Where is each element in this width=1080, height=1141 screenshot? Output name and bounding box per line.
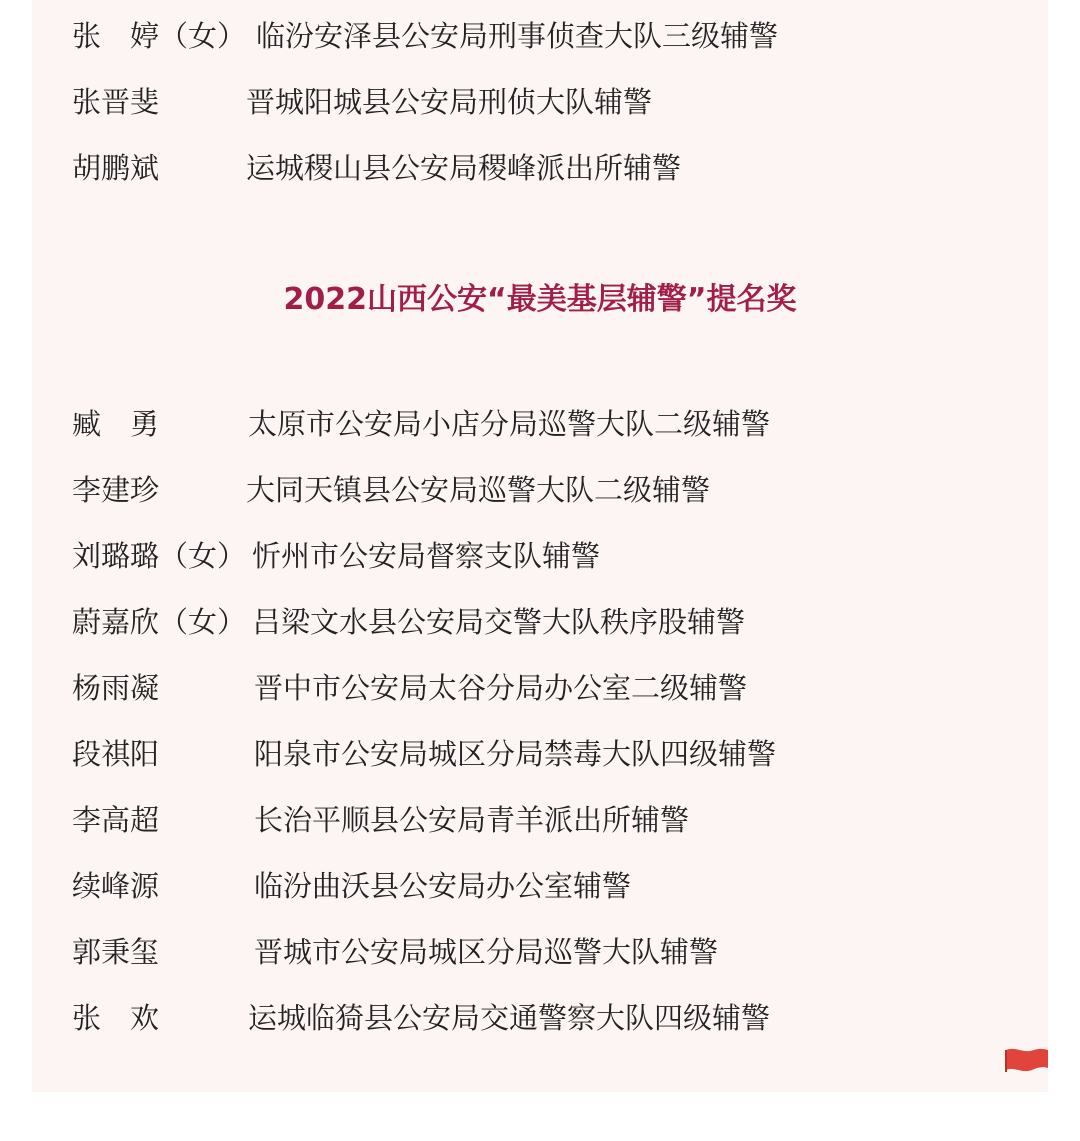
person-name: 刘璐璐（女）: [72, 539, 247, 573]
person-unit: 吕梁文水县公安局交警大队秩序股辅警: [252, 605, 746, 639]
person-name: 李建珍: [72, 473, 160, 507]
person-unit: 长治平顺县公安局青羊派出所辅警: [254, 803, 690, 837]
person-unit: 临汾安泽县公安局刑事侦查大队三级辅警: [256, 19, 779, 53]
person-unit: 晋城市公安局城区分局巡警大队辅警: [254, 935, 719, 969]
person-name: 段祺阳: [72, 737, 160, 771]
person-unit: 阳泉市公安局城区分局禁毒大队四级辅警: [254, 737, 777, 771]
section-title: 2022山西公安“最美基层辅警”提名奖: [283, 282, 797, 317]
person-name: 蔚嘉欣（女）: [72, 605, 247, 639]
person-unit: 忻州市公安局督察支队辅警: [252, 539, 601, 573]
person-unit: 太原市公安局小店分局巡警大队二级辅警: [248, 407, 771, 441]
person-unit: 运城临猗县公安局交通警察大队四级辅警: [248, 1001, 771, 1035]
person-name: 续峰源: [72, 869, 160, 903]
red-flag-icon: [1004, 1046, 1050, 1074]
person-unit: 晋中市公安局太谷分局办公室二级辅警: [254, 671, 748, 705]
person-name: 杨雨凝: [72, 671, 160, 705]
person-unit: 晋城阳城县公安局刑侦大队辅警: [246, 85, 653, 119]
person-name: 张 欢: [72, 1001, 160, 1035]
person-name: 胡鹏斌: [72, 151, 160, 185]
person-name: 郭秉玺: [72, 935, 160, 969]
person-unit: 临汾曲沃县公安局办公室辅警: [254, 869, 632, 903]
person-name: 张 婷（女）: [72, 19, 247, 53]
person-unit: 大同天镇县公安局巡警大队二级辅警: [246, 473, 711, 507]
person-name: 李高超: [72, 803, 160, 837]
person-unit: 运城稷山县公安局稷峰派出所辅警: [246, 151, 682, 185]
person-name: 臧 勇: [72, 407, 160, 441]
person-name: 张晋斐: [72, 85, 160, 119]
